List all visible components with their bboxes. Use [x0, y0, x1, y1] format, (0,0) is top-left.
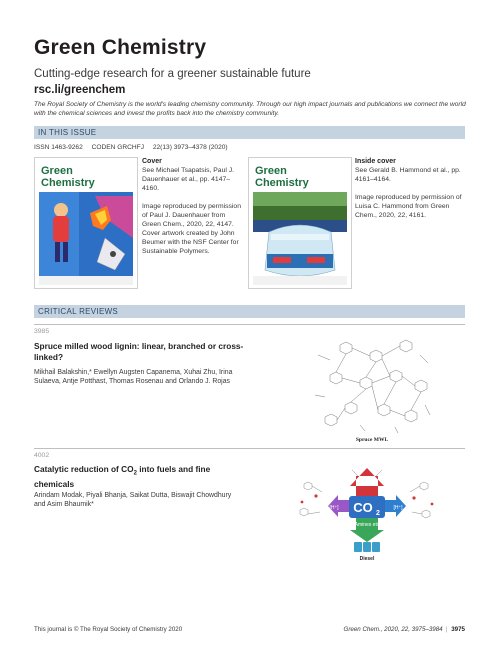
cover-heading: Cover [142, 158, 162, 165]
article-authors: Arindam Modak, Piyali Bhanja, Saikat Dutta, Biswajit Chowdhury and Asim Bhaumik* [34, 492, 232, 509]
lignin-structure-graphic [310, 335, 435, 445]
bottom-arrow-label: Amines etc [354, 522, 380, 528]
inside-cover-mini-title-2: Chemistry [255, 177, 309, 189]
issue-info [34, 144, 235, 151]
inside-cover-mini-title-1: Green [255, 165, 287, 177]
critical-reviews-heading: CRITICAL REVIEWS [38, 306, 119, 316]
article-title-part: Catalytic reduction of CO [34, 464, 134, 474]
footer-page-number: 3975 [451, 626, 465, 633]
lignin-graphic-caption: Spruce MWL [355, 437, 389, 443]
article-page-number: 4002 [34, 452, 50, 459]
cover-mini-title-2: Chemistry [41, 177, 95, 189]
critical-reviews-bar [34, 305, 465, 318]
article-divider [34, 324, 465, 325]
in-this-issue-bar [34, 126, 465, 139]
article-authors: Mikhail Balakshin,* Ewellyn Augsten Capanema, Xuhai Zhu, Irina Sulaeva, Antje Potthast, Thomas Rosenau and Orlando J. Rojas [34, 369, 233, 386]
inside-cover-info [355, 157, 465, 220]
article-title[interactable]: Spruce milled wood lignin: linear, branched or cross-linked? [34, 341, 244, 362]
footer-citation-block [290, 626, 465, 633]
issn: ISSN 1463-9262 [34, 144, 83, 151]
left-arrow-label: [H⁺] [329, 505, 339, 511]
article-title[interactable] [34, 464, 244, 490]
inside-cover-heading: Inside cover [355, 158, 396, 165]
journal-url[interactable]: rsc.li/greenchem [34, 84, 126, 96]
rsc-blurb: The Royal Society of Chemistry is the world's leading chemistry community. Through our high impact journals and publications we connect the world with the chemical sciences and invest the profits back into the chemistry community. [34, 101, 466, 117]
issue-range: 22(13) 3973–4378 (2020) [152, 144, 228, 151]
right-arrow-label: [H⁺] [393, 505, 403, 511]
diesel-label: Diesel [359, 556, 375, 562]
journal-tagline: Cutting-edge research for a greener sustainable future [34, 68, 311, 80]
article-divider [34, 448, 465, 449]
footer-citation: Green Chem., 2020, 22, 3975–3984 [343, 626, 443, 633]
journal-title: Green Chemistry [34, 36, 207, 59]
in-this-issue-heading: IN THIS ISSUE [38, 127, 97, 137]
cover-credit: Image reproduced by permission of Paul J. Dauenhauer from Green Chem., 2020, 22, 4147. Cover artwork created by John Beumer with the NSF Center for Sustainable Polymers. [142, 203, 241, 255]
article-title-part: into fuels and fine chemicals [34, 464, 211, 490]
co2-label: CO [353, 500, 373, 515]
footer-copyright: This journal is © The Royal Society of Chemistry 2020 [34, 626, 183, 633]
footer-separator: | [445, 626, 448, 633]
co2-label-subscript: 2 [376, 510, 380, 517]
inside-cover-image[interactable] [248, 157, 352, 289]
article-page-number: 3985 [34, 328, 50, 335]
cover-mini-title-1: Green [41, 165, 73, 177]
front-cover-info [142, 157, 242, 256]
co2-reduction-graphic [292, 462, 442, 564]
article-title-subscript: 2 [133, 470, 137, 477]
inside-cover-credit: Image reproduced by permission of Luisa C. Hammond from Green Chem., 2020, 22, 4161. [355, 194, 462, 219]
front-cover-image[interactable] [34, 157, 138, 289]
cover-see: See Michael Tsapatsis, Paul J. Dauenhauer et al., pp. 4147–4160. [142, 167, 235, 192]
inside-cover-see: See Gerald B. Hammond et al., pp. 4161–4164. [355, 167, 461, 183]
coden: CODEN GRCHFJ [91, 144, 144, 151]
